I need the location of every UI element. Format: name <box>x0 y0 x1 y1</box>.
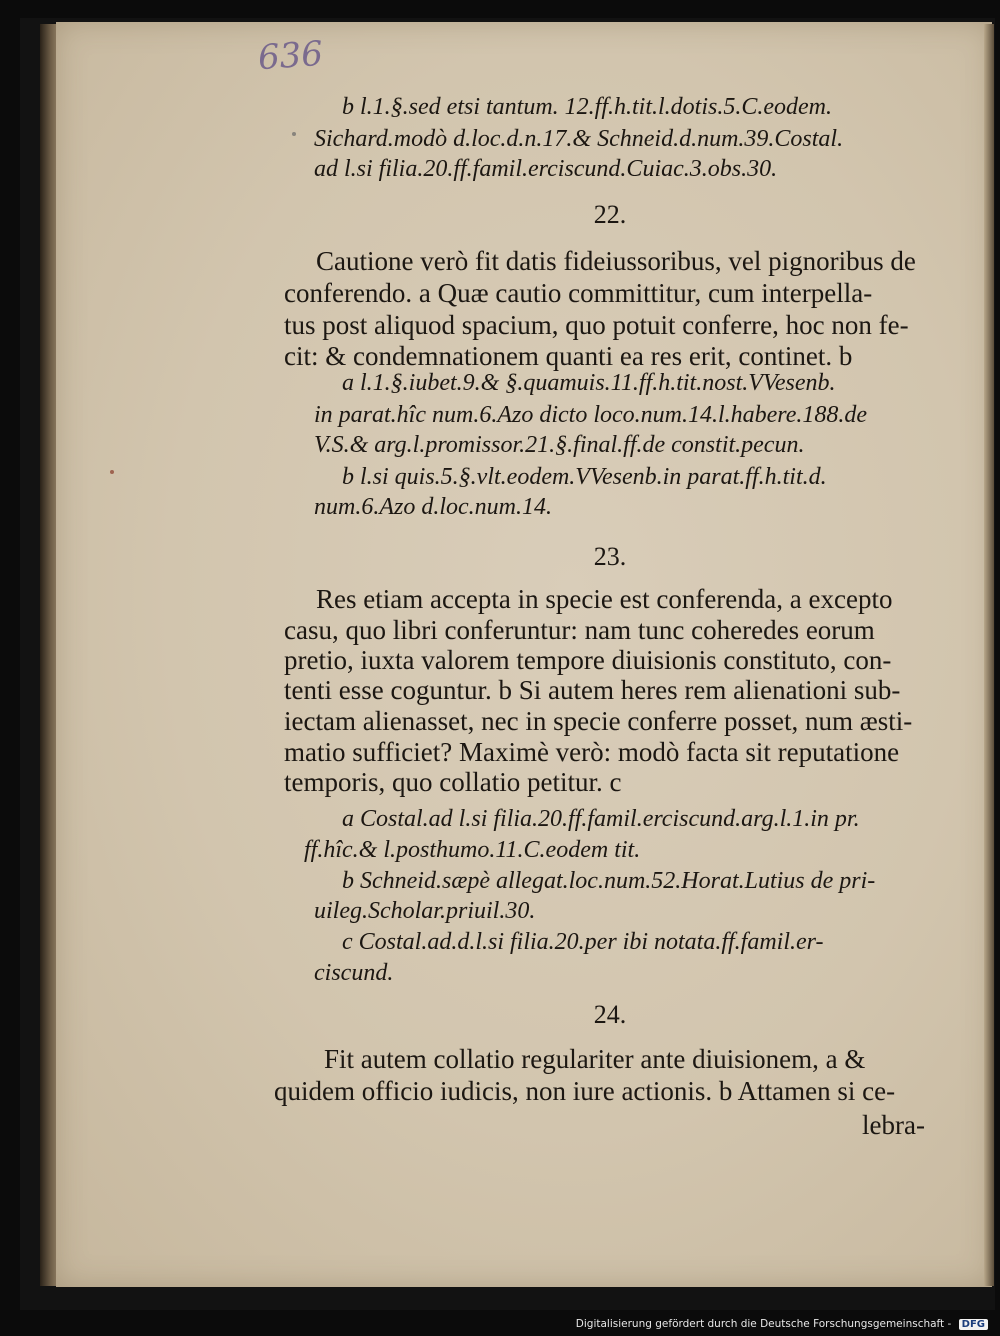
section-number: 22. <box>593 200 627 229</box>
body-line: lebra- <box>862 1110 925 1140</box>
body-line: tus post aliquod spacium, quo potuit conferre, hoc non fe- <box>284 310 909 340</box>
dfg-logo: DFG <box>959 1319 988 1330</box>
footnote-line: num.6.Azo d.loc.num.14. <box>314 494 552 520</box>
body-line: tenti esse coguntur. b Si autem heres rem alienationi sub- <box>284 675 901 705</box>
footnote-line: ff.hîc.& l.posthumo.11.C.eodem tit. <box>304 837 641 863</box>
footnote-line: uileg.Scholar.priuil.30. <box>314 898 536 924</box>
body-line: Res etiam accepta in specie est conferenda, a excepto <box>316 584 893 614</box>
footnote-line: c Costal.ad.d.l.si filia.20.per ibi notata.ff.famil.er- <box>342 929 824 955</box>
body-line: Fit autem collatio regulariter ante diuisionem, a & <box>324 1044 866 1074</box>
footnote-line: ciscund. <box>314 960 394 986</box>
body-line: Cautione verò fit datis fideiussoribus, vel pignoribus de <box>316 246 916 276</box>
body-line: temporis, quo collatio petitur. c <box>284 767 622 797</box>
body-line: quidem officio iudicis, non iure actionis. b Attamen si ce- <box>274 1076 896 1106</box>
footnote-line: Sichard.modò d.loc.d.n.17.& Schneid.d.num.39.Costal. <box>314 126 844 152</box>
footnote-line: b Schneid.sæpè allegat.loc.num.52.Horat.Lutius de pri- <box>342 868 876 894</box>
body-line: matio sufficiet? Maximè verò: modò facta sit reputatione <box>284 737 900 767</box>
body-line: cit: & condemnationem quanti ea res erit, continet. b <box>284 341 853 371</box>
paper-speck <box>110 470 114 474</box>
section-number: 24. <box>593 1000 627 1029</box>
body-line: casu, quo libri conferuntur: nam tunc coheredes eorum <box>284 615 875 645</box>
footnote-line: in parat.hîc num.6.Azo dicto loco.num.14.l.habere.188.de <box>314 402 868 428</box>
section-number: 23. <box>593 542 627 571</box>
footnote-line: a Costal.ad l.si filia.20.ff.famil.erciscund.arg.l.1.in pr. <box>342 806 860 832</box>
handwritten-page-number: 636 <box>256 33 325 79</box>
footnote-line: b l.1.§.sed etsi tantum. 12.ff.h.tit.l.dotis.5.C.eodem. <box>342 94 832 120</box>
footnote-line: b l.si quis.5.§.vlt.eodem.VVesenb.in parat.ff.h.tit.d. <box>342 464 827 490</box>
paper-speck <box>292 132 296 136</box>
credit-text: Digitalisierung gefördert durch die Deutsche Forschungsgemeinschaft - <box>575 1318 952 1330</box>
body-line: iectam alienasset, nec in specie conferre posset, num æsti- <box>284 706 913 736</box>
body-line: pretio, iuxta valorem tempore diuisionis constituto, con- <box>284 645 892 675</box>
body-line: conferendo. a Quæ cautio committitur, cum interpella- <box>284 278 873 308</box>
footnote-line: ad l.si filia.20.ff.famil.erciscund.Cuiac.3.obs.30. <box>314 156 778 182</box>
digitization-credit <box>576 1318 988 1330</box>
footnote-line: a l.1.§.iubet.9.& §.quamuis.11.ff.h.tit.nost.VVesenb. <box>342 370 836 396</box>
footnote-line: V.S.& arg.l.promissor.21.§.final.ff.de constit.pecun. <box>314 432 805 458</box>
